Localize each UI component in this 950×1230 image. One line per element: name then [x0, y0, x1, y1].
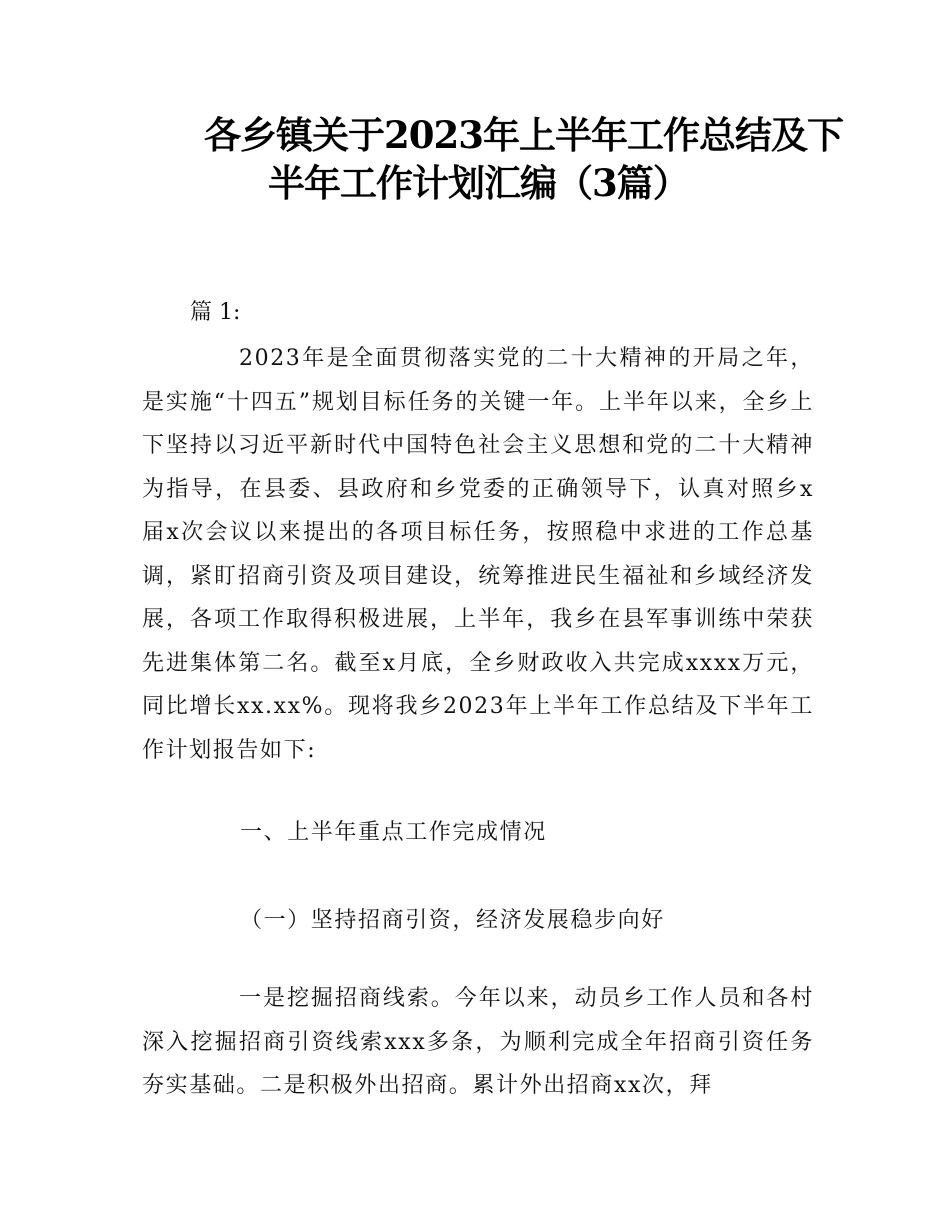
- document-title-line-1: 各乡镇关于2023年上半年工作总结及下: [204, 113, 843, 157]
- paragraph-investment: 一是挖掘招商线索。今年以来，动员乡工作人员和各村深入挖掘招商引资线索xxx多条，为顺利完成全年招商引资任务夯实基础。二是积极外出招商。累计外出招商xx次，拜: [142, 986, 814, 1098]
- paragraph-intro: 2023年是全面贯彻落实党的二十大精神的开局之年，是实施“十四五”规划目标任务的关键一年。上半年以来，全乡上下坚持以习近平新时代中国特色社会主义思想和党的二十大精神为指导，在县委、县政府和乡党委的正确领导下，认真对照乡x届x次会议以来提出的各项目标任务，按照稳中求进的工作总基调，紧盯招商引资及项目建设，统筹推进民生福祉和乡域经济发展，各项工作取得积极进展，上半年，我乡在县军事训练中荣获先进集体第二名。截至x月底，全乡财政收入共完成xxxx万元，同比增长xx.xx%。现将我乡2023年上半年工作总结及下半年工作计划报告如下:: [142, 346, 814, 763]
- section-label: 篇 1:: [190, 300, 241, 325]
- heading-level-1: 一、上半年重点工作完成情况: [240, 820, 547, 845]
- heading-level-2: （一）坚持招商引资，经济发展稳步向好: [240, 908, 665, 933]
- document-title-line-2: 半年工作计划汇编（3篇）: [268, 161, 689, 205]
